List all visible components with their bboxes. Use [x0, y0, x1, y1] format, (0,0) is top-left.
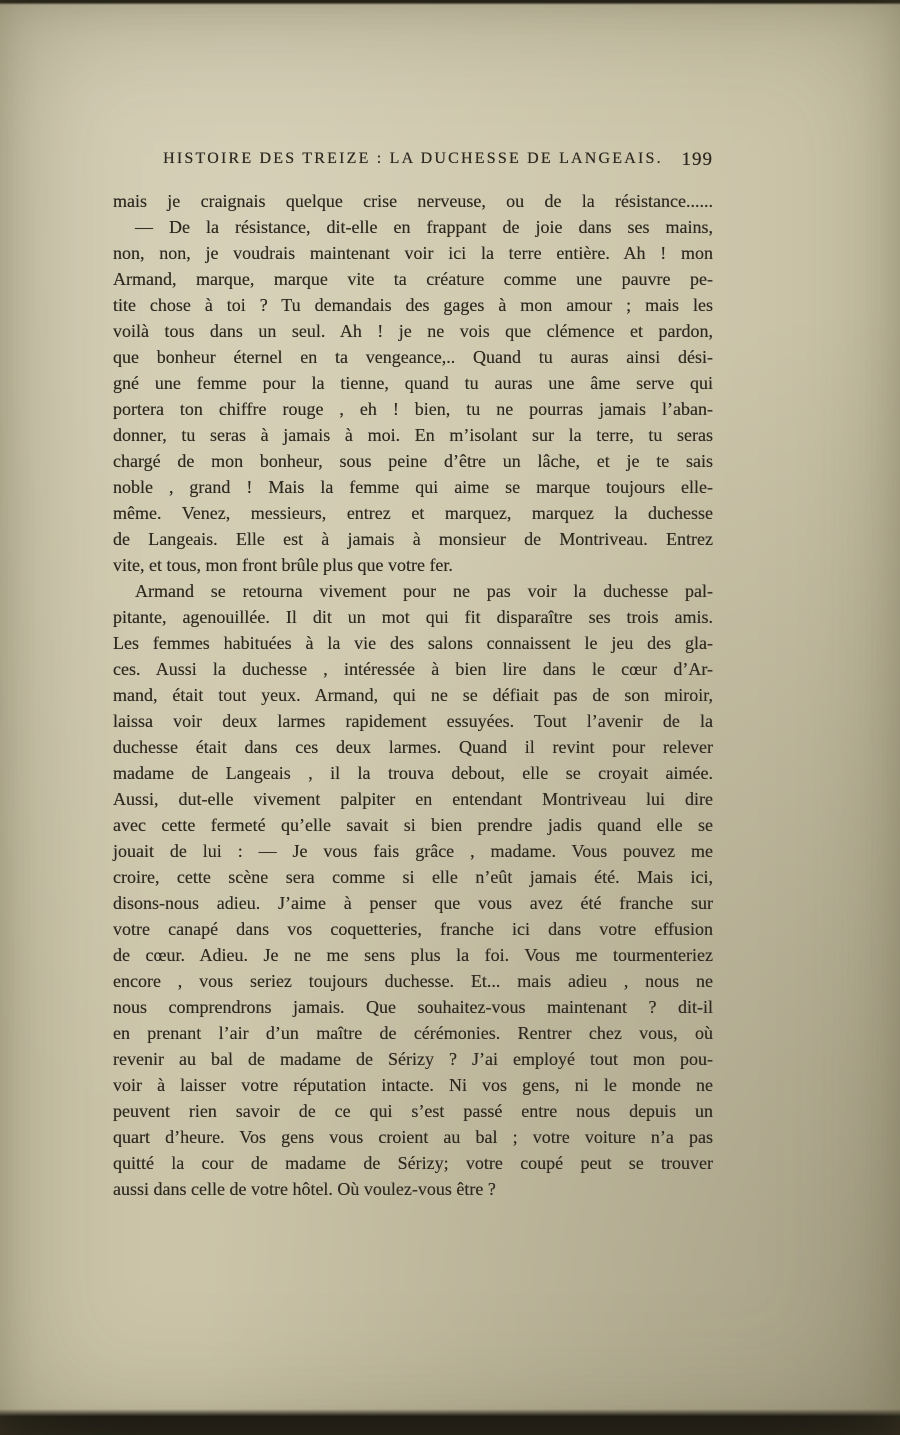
- text-line: jouait de lui : — Je vous fais grâce , madame. Vous pouvez me: [113, 841, 713, 861]
- body-text: [113, 188, 713, 1202]
- paragraph: [113, 578, 713, 1202]
- text-line: voir à laisser votre réputation intacte. Ni vos gens, ni le monde ne: [113, 1075, 713, 1095]
- text-line: Aussi, dut-elle vivement palpiter en entendant Montriveau lui dire: [113, 789, 713, 809]
- text-line: que bonheur éternel en ta vengeance,.. Quand tu auras ainsi dési-: [113, 347, 713, 367]
- text-line: Les femmes habituées à la vie des salons connaissent le jeu des gla-: [113, 633, 713, 653]
- text-line: vite, et tous, mon front brûle plus que votre fer.: [113, 555, 453, 575]
- running-header: [113, 150, 713, 174]
- text-line: disons-nous adieu. J’aime à penser que vous avez été franche sur: [113, 893, 713, 913]
- text-line: mais je craignais quelque crise nerveuse, ou de la résistance......: [113, 191, 713, 211]
- text-line: Armand se retourna vivement pour ne pas voir la duchesse pal-: [135, 581, 713, 601]
- text-line: chargé de mon bonheur, sous peine d’être un lâche, et je te sais: [113, 451, 713, 471]
- paragraph: [113, 214, 713, 578]
- text-line: noble , grand ! Mais la femme qui aime se marque toujours elle-: [113, 477, 713, 497]
- page-content: [113, 150, 713, 1202]
- text-line: pitante, agenouillée. Il dit un mot qui fit disparaître ses trois amis.: [113, 607, 713, 627]
- text-line: peuvent rien savoir de ce qui s’est passé entre nous depuis un: [113, 1101, 713, 1121]
- scan-edge-bottom: [0, 1409, 900, 1435]
- text-line: même. Venez, messieurs, entrez et marquez, marquez la duchesse: [113, 503, 713, 523]
- text-line: votre canapé dans vos coquetteries, franche ici dans votre effusion: [113, 919, 713, 939]
- text-line: — De la résistance, dit-elle en frappant de joie dans ses mains,: [135, 217, 713, 237]
- text-line: nous comprendrons jamais. Que souhaitez-vous maintenant ? dit-il: [113, 997, 713, 1017]
- text-line: mand, était tout yeux. Armand, qui ne se défiait pas de son miroir,: [113, 685, 713, 705]
- text-line: quart d’heure. Vos gens vous croient au bal ; votre voiture n’a pas: [113, 1127, 713, 1147]
- text-line: aussi dans celle de votre hôtel. Où voulez-vous être ?: [113, 1179, 496, 1199]
- text-line: quitté la cour de madame de Sérizy; votre coupé peut se trouver: [113, 1153, 713, 1173]
- paragraph: [113, 188, 713, 214]
- text-line: gné une femme pour la tienne, quand tu auras une âme serve qui: [113, 373, 713, 393]
- text-line: madame de Langeais , il la trouva debout, elle se croyait aimée.: [113, 763, 713, 783]
- text-line: non, non, je voudrais maintenant voir ici la terre entière. Ah ! mon: [113, 243, 713, 263]
- text-line: avec cette fermeté qu’elle savait si bien prendre jadis quand elle se: [113, 815, 713, 835]
- text-line: de Langeais. Elle est à jamais à monsieur de Montriveau. Entrez: [113, 529, 713, 549]
- text-line: laissa voir deux larmes rapidement essuyées. Tout l’avenir de la: [113, 711, 713, 731]
- text-line: croire, cette scène sera comme si elle n’eût jamais été. Mais ici,: [113, 867, 713, 887]
- running-title: HISTOIRE DES TREIZE : LA DUCHESSE DE LANGEAIS.: [163, 150, 663, 167]
- text-line: portera ton chiffre rouge , eh ! bien, tu ne pourras jamais l’aban-: [113, 399, 713, 419]
- text-line: duchesse était dans ces deux larmes. Quand il revint pour relever: [113, 737, 713, 757]
- text-line: revenir au bal de madame de Sérizy ? J’ai employé tout mon pou-: [113, 1049, 713, 1069]
- text-line: donner, tu seras à jamais à moi. En m’isolant sur la terre, tu seras: [113, 425, 713, 445]
- page-number: 199: [681, 149, 713, 170]
- text-line: Armand, marque, marque vite ta créature comme une pauvre pe-: [113, 269, 713, 289]
- text-line: encore , vous seriez toujours duchesse. Et... mais adieu , nous ne: [113, 971, 713, 991]
- text-line: en prenant l’air d’un maître de cérémonies. Rentrer chez vous, où: [113, 1023, 713, 1043]
- text-line: de cœur. Adieu. Je ne me sens plus la foi. Vous me tourmenteriez: [113, 945, 713, 965]
- text-line: ces. Aussi la duchesse , intéressée à bien lire dans le cœur d’Ar-: [113, 659, 713, 679]
- text-line: voilà tous dans un seul. Ah ! je ne vois que clémence et pardon,: [113, 321, 713, 341]
- scan-edge-top: [0, 0, 900, 5]
- text-line: tite chose à toi ? Tu demandais des gages à mon amour ; mais les: [113, 295, 713, 315]
